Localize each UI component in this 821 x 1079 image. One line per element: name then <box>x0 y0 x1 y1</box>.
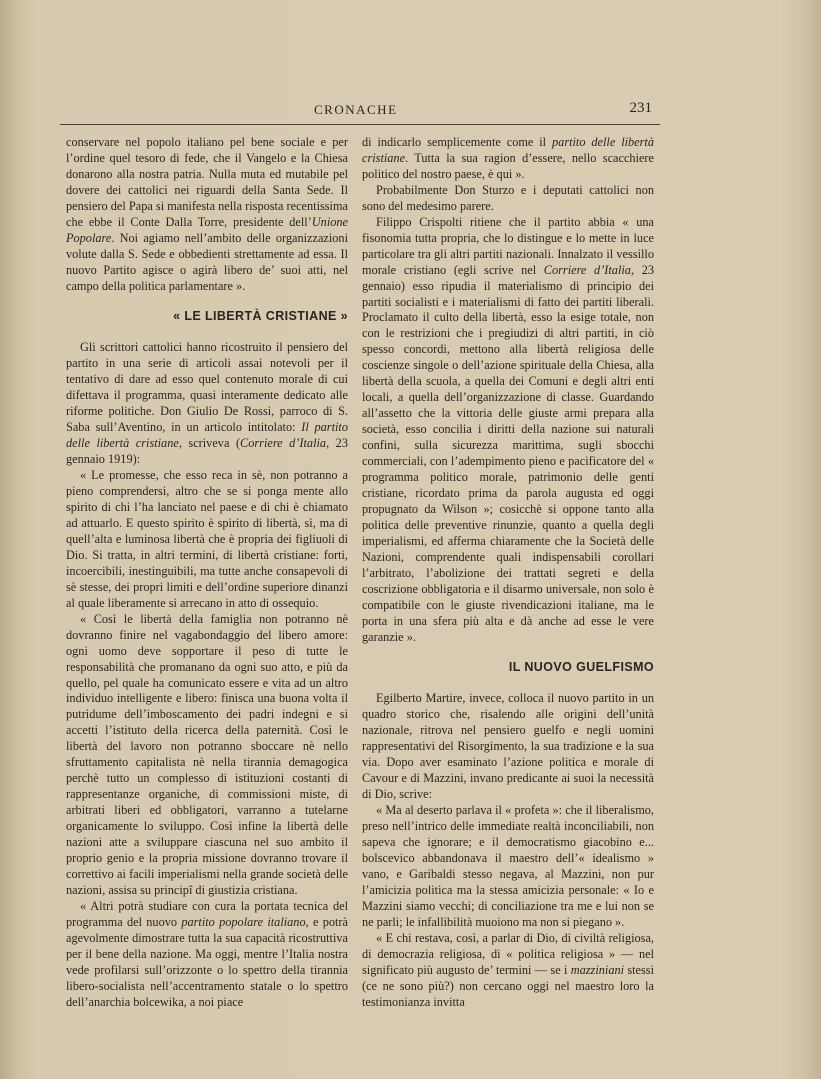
paragraph: Gli scrittori cattolici hanno ricostruito il pensiero del partito in una serie di articoli assai notevoli per il tentativo di dare ad esso quel contenuto morale di cui difettava il programma, quasi interamente dedicato alle riforme politiche. Don Giulio De Rossi, parroco di S. Saba sull’Aventino, in un articolo intitolato: Il partito delle libertà cristiane, scriveva (Corriere d’Italia, 23 gennaio 1919): <box>66 340 348 467</box>
paragraph: Filippo Crispolti ritiene che il partito abbia « una fisonomia tutta propria, che lo distingue e lo mette in luce particolare tra gli altri partiti nazionali. Innalzato il vessillo morale cristiano (egli scrive nel Corriere d’Italia, 23 gennaio) esso ripudia il materialismo di principio dei partiti socialisti e i materialismi di fatto dei partiti liberali. Proclamato il culto della libertà, esso la esige totale, non con le restrizioni che i pregiudizi di altri partiti, in ciò spesso concordi, mettono alla libertà religiosa delle coscienze singole o dell’azione spirituale della Chiesa, alla libertà della scuola, a quella dei Comuni e degli altri enti locali, a quella dell’organizzazione di classe. Guardando all’assetto che la vittoria delle giuste armi prepara alla società, esso concilia i diritti della nazione sui naturali confini, sulla sicurezza marittima, sugli sbocchi commerciali, con l’adempimento pieno e pacificatore del « programma politico morale, patrimonio delle genti cristiane, ricordato prima da parola augusta ed oggi propugnato da Wilson »; cosicchè si oppone tanto alla politica delle preventive rinunzie, quanto a quella degli imperialismi, ed afferma chiaramente che la Società delle Nazioni, comprendente quali indispensabili corollari l’arbitrato, l’abolizione dei trattati segreti e della coscrizione obbligatoria e il disarmo universale, non solo è compatibile con le giuste rivendicazioni italiane, ma le porta in una sfera più alta e dà anche ad esse le vere garanzie ». <box>362 214 655 644</box>
paragraph: « Così le libertà della famiglia non potranno nè dovranno finire nel vagabondaggio del libero amore: ogni uomo deve sopportare il peso di tutte le responsabilità che promanano da ogni suo atto, e più da quello, pel quale ha comunicato essere e vita ad un altro individuo intelligente e libero: finisca una buona volta il putridume dell’imboscamento dei padri indegni e si accetti l’istituto della ricerca della paternità. Così le libertà del lavoro non potranno sboccare nè nello sfruttamento capitalista nè nella tirannia demagogica perchè tutto un complesso di istituzioni costanti di rappresentanze organiche, di commissioni miste, di arbitrati liberi ed obbligatori, varranno a tutelarne organicamente lo sviluppo. Così infine la libertà delle nazioni atte a sviluppare ciascuna nel suo ambito il proprio genio e la propria missione dovranno trovare il correttivo ai facili imperialismi nella grande società delle nazioni, assisa su principî di giustizia cristiana. <box>66 611 348 897</box>
paragraph: « E chi restava, così, a parlar di Dio, di civiltà religiosa, di democrazia religiosa, di « politica religiosa » — nel significato più augusto de’ termini — se i mazziniani stessi (ce ne sono più?) non cercano oggi nel maestro loro la testimonianza invitta <box>362 930 655 1009</box>
page-header <box>60 100 660 125</box>
paragraph: Probabilmente Don Sturzo e i deputati cattolici non sono del medesimo parere. <box>362 182 654 213</box>
paragraph: di indicarlo semplicemente come il partito delle libertà cristiane. Tutta la sua ragion d’essere, nello scacchiere politico del nostro paese, è qui ». <box>362 135 654 181</box>
paragraph: « Ma al deserto parlava il « profeta »: che il liberalismo, preso nell’intrico delle immediate realtà inconciliabili, non sapeva che ignorare; e il democratismo giacobino e... bolscevico abbandonava il maestro dell’« idealismo » vano, e Garibaldi stesso negava, al Mazzini, non pur l’amicizia politica ma la stessa amicizia personale: « Io e Mazzini siamo vecchi; di conciliazione tra me e lui non se ne parli; le infallibilità muoiono ma non si piegano ». <box>362 803 654 929</box>
section-heading-liberta-cristiane: « LE LIBERTÀ CRISTIANE » <box>173 308 348 323</box>
paragraph: Egilberto Martire, invece, colloca il nuovo partito in un quadro storico che, risalendo alle origini dell’unità nazionale, ritrova nel pensiero guelfo e negli uomini rappresentativi del Risorgimento, la sua tradizione e la sua via. Dopo aver esaminato l’azione politica e morale di Cavour e di Mazzini, invano predicante ai suoi la necessità di Dio, scrive: <box>362 691 654 802</box>
paragraph: « Altri potrà studiare con cura la portata tecnica del programma del nuovo partito popolare italiano, e potrà agevolmente dimostrare tutta la sua capacità ricostruttiva per il bene della nazione. Ma oggi, mentre l’Italia nostra vede profilarsi sull’orizzonte o lo spettro della tirannia libero-socialista nell’accentramento statale o lo spettro dell’anarchia bolcewika, a noi piace <box>66 898 348 1009</box>
running-title: CRONACHE <box>314 102 398 117</box>
left-column <box>66 135 348 1011</box>
section-heading-nuovo-guelfismo: IL NUOVO GUELFISMO <box>508 659 654 674</box>
paragraph: « Le promesse, che esso reca in sè, non potranno a pieno comprendersi, altro che se si ponga mente allo spirito di chi l’ha lanciato nel paese e di chi è chiamato ad attuarlo. E questo spirito è spirito di libertà, sì, ma di quell’alta e luminosa libertà che è propria dei figliuoli di Dio. Si tratta, in altri termini, di libertà cristiane: forti, incoercibili, inestinguibili, ma tutte anche consapevoli di sè stesse, dei propri limiti e dell’ordine superiore dinanzi al quale liberamente si arrecano in atto di ossequio. <box>66 468 348 610</box>
right-column <box>362 135 654 1011</box>
page-number: 231 <box>629 100 652 116</box>
paragraph: conservare nel popolo italiano pel bene sociale e per l’ordine quel tesoro di fede, che il Vangelo e la Chiesa donarono alla nostra patria. Nulla muta ed mutabile pel dovere dei cattolici nei riguardi della Santa Sede. Il pensiero del Papa si manifesta nella risposta recentissima che ebbe il Conte Dalla Torre, presidente dell’Unione Popolare. Noi agiamo nell’ambito delle organizzazioni volute dalla S. Sede e obbedienti strettamente ad essa. Il nuovo Partito agisce o agirà libero de’ suoi atti, nel campo della politica parlamentare ». <box>66 135 348 293</box>
